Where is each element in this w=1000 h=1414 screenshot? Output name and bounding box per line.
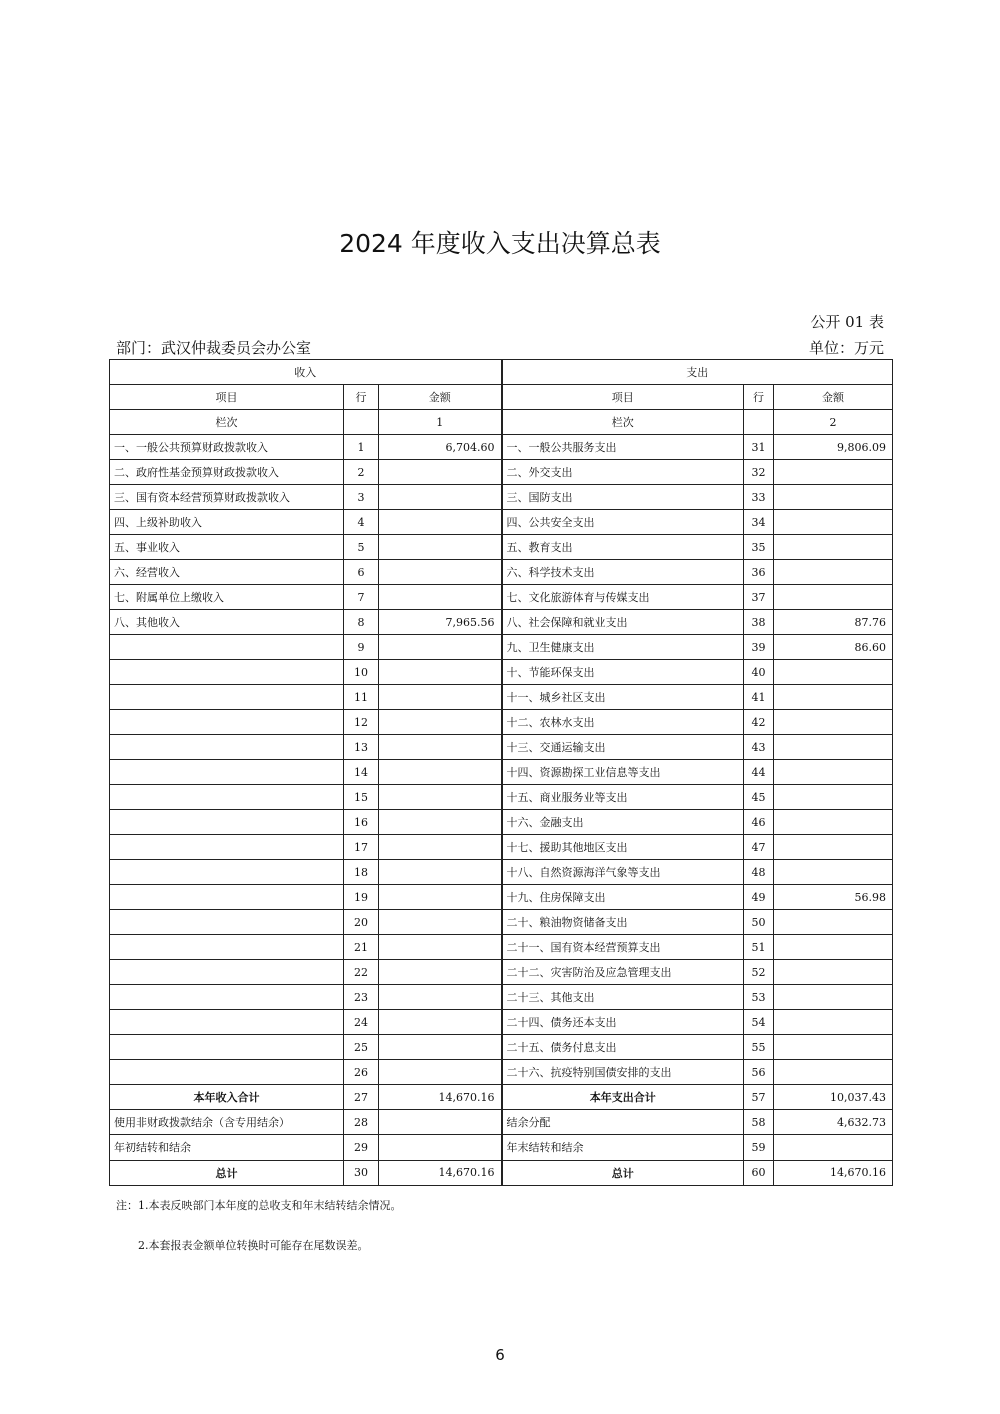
expense-amount (774, 460, 893, 485)
expense-amount: 9,806.09 (774, 435, 893, 460)
income-item (110, 910, 344, 935)
expense-line: 50 (744, 910, 774, 935)
income-amount (379, 885, 502, 910)
table-row (110, 535, 893, 560)
expense-item: 二十、粮油物资储备支出 (502, 910, 744, 935)
income-line: 17 (344, 835, 379, 860)
expense-line: 32 (744, 460, 774, 485)
unit-label: 单位：万元 (808, 339, 884, 357)
expense-line: 44 (744, 760, 774, 785)
income-column-empty (344, 410, 379, 435)
table-row (110, 1035, 893, 1060)
expense-amount (774, 560, 893, 585)
expense-item: 十八、自然资源海洋气象等支出 (502, 860, 744, 885)
income-item: 八、其他收入 (110, 610, 344, 635)
expense-line: 51 (744, 935, 774, 960)
expense-item: 二十五、债务付息支出 (502, 1035, 744, 1060)
income-item: 本年收入合计 (110, 1085, 344, 1110)
income-line: 2 (344, 460, 379, 485)
income-line-header: 行 (344, 385, 379, 410)
expense-line: 47 (744, 835, 774, 860)
expense-line: 36 (744, 560, 774, 585)
income-amount (379, 560, 502, 585)
expense-amount (774, 910, 893, 935)
income-column-label: 栏次 (110, 410, 344, 435)
expense-item: 二十四、债务还本支出 (502, 1010, 744, 1035)
income-line: 1 (344, 435, 379, 460)
income-amount (379, 1010, 502, 1035)
page-number: 6 (495, 1346, 505, 1364)
income-item: 年初结转和结余 (110, 1135, 344, 1160)
table-row (110, 685, 893, 710)
expense-amount: 56.98 (774, 885, 893, 910)
income-line: 28 (344, 1110, 379, 1135)
income-amount (379, 935, 502, 960)
income-item (110, 810, 344, 835)
expense-amount (774, 1010, 893, 1035)
income-amount: 14,670.16 (379, 1160, 502, 1186)
income-amount (379, 710, 502, 735)
income-line: 7 (344, 585, 379, 610)
income-amount (379, 735, 502, 760)
expense-amount: 4,632.73 (774, 1110, 893, 1135)
expense-item: 二十二、灾害防治及应急管理支出 (502, 960, 744, 985)
income-line: 8 (344, 610, 379, 635)
income-line: 22 (344, 960, 379, 985)
income-item: 四、上级补助收入 (110, 510, 344, 535)
expense-line: 34 (744, 510, 774, 535)
income-amount (379, 585, 502, 610)
income-item (110, 960, 344, 985)
expense-item: 总计 (502, 1160, 744, 1186)
expense-line: 55 (744, 1035, 774, 1060)
expense-line: 58 (744, 1110, 774, 1135)
income-line: 13 (344, 735, 379, 760)
expense-item: 六、科学技术支出 (502, 560, 744, 585)
expense-item: 十四、资源勘探工业信息等支出 (502, 760, 744, 785)
expense-item: 结余分配 (502, 1110, 744, 1135)
expense-amount (774, 510, 893, 535)
expense-item: 二十六、抗疫特别国债安排的支出 (502, 1060, 744, 1085)
income-line: 25 (344, 1035, 379, 1060)
table-row (110, 910, 893, 935)
income-item (110, 660, 344, 685)
income-amount (379, 760, 502, 785)
table-row (110, 460, 893, 485)
expense-item: 十二、农林水支出 (502, 710, 744, 735)
department-label: 部门：武汉仲裁委员会办公室 (116, 339, 312, 357)
column-index-row (110, 410, 893, 435)
income-amount (379, 485, 502, 510)
income-line: 16 (344, 810, 379, 835)
income-amount (379, 810, 502, 835)
income-item (110, 710, 344, 735)
income-amount (379, 535, 502, 560)
income-column-number: 1 (379, 410, 502, 435)
table-row (110, 1160, 893, 1186)
table-row (110, 835, 893, 860)
table-row (110, 485, 893, 510)
table-row (110, 660, 893, 685)
expense-item: 十六、金融支出 (502, 810, 744, 835)
expense-line: 39 (744, 635, 774, 660)
income-line: 5 (344, 535, 379, 560)
table-row (110, 1135, 893, 1160)
expense-line: 54 (744, 1010, 774, 1035)
table-row (110, 760, 893, 785)
table-row (110, 435, 893, 460)
expense-item: 二、外交支出 (502, 460, 744, 485)
form-number: 公开 01 表 (810, 313, 884, 331)
table-row (110, 960, 893, 985)
expense-item-header: 项目 (502, 385, 744, 410)
income-line: 23 (344, 985, 379, 1010)
table-row (110, 860, 893, 885)
expense-amount (774, 810, 893, 835)
expense-line: 45 (744, 785, 774, 810)
expense-line: 33 (744, 485, 774, 510)
table-row (110, 510, 893, 535)
expense-item: 七、文化旅游体育与传媒支出 (502, 585, 744, 610)
income-item (110, 735, 344, 760)
income-line: 30 (344, 1160, 379, 1186)
expense-line: 46 (744, 810, 774, 835)
expense-line: 42 (744, 710, 774, 735)
income-item: 六、经营收入 (110, 560, 344, 585)
income-amount (379, 835, 502, 860)
table-row (110, 560, 893, 585)
income-line: 10 (344, 660, 379, 685)
income-item (110, 1060, 344, 1085)
expense-amount (774, 985, 893, 1010)
expense-line: 40 (744, 660, 774, 685)
income-item (110, 935, 344, 960)
income-amount (379, 1110, 502, 1135)
expense-amount (774, 735, 893, 760)
income-header: 收入 (110, 360, 502, 385)
expense-column-empty (744, 410, 774, 435)
table-row (110, 1110, 893, 1135)
income-expense-table (109, 359, 893, 1186)
income-item (110, 685, 344, 710)
table-row (110, 610, 893, 635)
income-item (110, 1010, 344, 1035)
expense-amount (774, 585, 893, 610)
table-row (110, 635, 893, 660)
table-row (110, 1010, 893, 1035)
income-item: 七、附属单位上缴收入 (110, 585, 344, 610)
expense-item: 八、社会保障和就业支出 (502, 610, 744, 635)
expense-amount (774, 710, 893, 735)
expense-amount (774, 785, 893, 810)
income-line: 15 (344, 785, 379, 810)
income-amount (379, 635, 502, 660)
expense-amount (774, 835, 893, 860)
expense-amount (774, 960, 893, 985)
income-line: 11 (344, 685, 379, 710)
table-row (110, 585, 893, 610)
income-amount (379, 1135, 502, 1160)
income-amount (379, 510, 502, 535)
income-line: 19 (344, 885, 379, 910)
expense-amount: 87.76 (774, 610, 893, 635)
income-amount (379, 660, 502, 685)
expense-line: 60 (744, 1160, 774, 1186)
expense-item: 五、教育支出 (502, 535, 744, 560)
table-row (110, 1085, 893, 1110)
expense-amount (774, 860, 893, 885)
expense-amount-header: 金额 (774, 385, 893, 410)
expense-amount: 86.60 (774, 635, 893, 660)
expense-item: 十三、交通运输支出 (502, 735, 744, 760)
expense-line: 31 (744, 435, 774, 460)
income-line: 3 (344, 485, 379, 510)
income-line: 6 (344, 560, 379, 585)
expense-line: 59 (744, 1135, 774, 1160)
expense-amount (774, 1035, 893, 1060)
expense-amount: 10,037.43 (774, 1085, 893, 1110)
page-title: 2024 年度收入支出决算总表 (339, 229, 661, 258)
expense-line: 35 (744, 535, 774, 560)
expense-line: 52 (744, 960, 774, 985)
income-line: 21 (344, 935, 379, 960)
income-item (110, 635, 344, 660)
income-line: 14 (344, 760, 379, 785)
income-amount (379, 1035, 502, 1060)
expense-line: 56 (744, 1060, 774, 1085)
expense-item: 二十三、其他支出 (502, 985, 744, 1010)
income-item (110, 885, 344, 910)
expense-amount (774, 1135, 893, 1160)
table-header-row (110, 360, 893, 385)
expense-line: 43 (744, 735, 774, 760)
income-line: 26 (344, 1060, 379, 1085)
expense-line: 38 (744, 610, 774, 635)
expense-item: 九、卫生健康支出 (502, 635, 744, 660)
income-amount (379, 960, 502, 985)
income-item (110, 860, 344, 885)
income-amount: 6,704.60 (379, 435, 502, 460)
expense-amount (774, 935, 893, 960)
note-1: 注：1.本表反映部门本年度的总收支和年末结转结余情况。 (116, 1199, 402, 1212)
income-item: 总计 (110, 1160, 344, 1186)
income-line: 9 (344, 635, 379, 660)
income-item: 一、一般公共预算财政拨款收入 (110, 435, 344, 460)
expense-item: 十、节能环保支出 (502, 660, 744, 685)
expense-amount (774, 1060, 893, 1085)
column-header-row (110, 385, 893, 410)
income-amount (379, 785, 502, 810)
table-row (110, 735, 893, 760)
expense-item: 十一、城乡社区支出 (502, 685, 744, 710)
income-item (110, 985, 344, 1010)
income-line: 18 (344, 860, 379, 885)
income-line: 12 (344, 710, 379, 735)
expense-line: 41 (744, 685, 774, 710)
income-line: 27 (344, 1085, 379, 1110)
expense-line: 49 (744, 885, 774, 910)
expense-line: 37 (744, 585, 774, 610)
expense-amount (774, 660, 893, 685)
expense-amount (774, 760, 893, 785)
income-item (110, 760, 344, 785)
expense-line-header: 行 (744, 385, 774, 410)
expense-line: 57 (744, 1085, 774, 1110)
income-item: 使用非财政拨款结余（含专用结余） (110, 1110, 344, 1135)
table-row (110, 1060, 893, 1085)
expense-line: 48 (744, 860, 774, 885)
expense-item: 十九、住房保障支出 (502, 885, 744, 910)
income-item: 二、政府性基金预算财政拨款收入 (110, 460, 344, 485)
expense-item: 三、国防支出 (502, 485, 744, 510)
expense-item: 十七、援助其他地区支出 (502, 835, 744, 860)
expense-item: 十五、商业服务业等支出 (502, 785, 744, 810)
income-amount (379, 910, 502, 935)
income-amount (379, 685, 502, 710)
table-row (110, 935, 893, 960)
expense-item: 本年支出合计 (502, 1085, 744, 1110)
table-row (110, 885, 893, 910)
expense-amount: 14,670.16 (774, 1160, 893, 1186)
income-line: 29 (344, 1135, 379, 1160)
income-amount (379, 1060, 502, 1085)
income-amount (379, 860, 502, 885)
expense-column-number: 2 (774, 410, 893, 435)
table-row (110, 810, 893, 835)
income-item (110, 835, 344, 860)
expense-line: 53 (744, 985, 774, 1010)
expense-amount (774, 485, 893, 510)
expense-column-label: 栏次 (502, 410, 744, 435)
expense-header: 支出 (502, 360, 893, 385)
income-item: 五、事业收入 (110, 535, 344, 560)
expense-amount (774, 535, 893, 560)
income-item: 三、国有资本经营预算财政拨款收入 (110, 485, 344, 510)
income-amount: 7,965.56 (379, 610, 502, 635)
income-amount-header: 金额 (379, 385, 502, 410)
expense-item: 一、一般公共服务支出 (502, 435, 744, 460)
note-2: 2.本套报表金额单位转换时可能存在尾数误差。 (138, 1239, 369, 1252)
expense-item: 四、公共安全支出 (502, 510, 744, 535)
income-item (110, 1035, 344, 1060)
income-line: 4 (344, 510, 379, 535)
income-item-header: 项目 (110, 385, 344, 410)
expense-amount (774, 685, 893, 710)
income-line: 20 (344, 910, 379, 935)
table-row (110, 710, 893, 735)
income-amount: 14,670.16 (379, 1085, 502, 1110)
expense-item: 二十一、国有资本经营预算支出 (502, 935, 744, 960)
income-item (110, 785, 344, 810)
expense-item: 年末结转和结余 (502, 1135, 744, 1160)
table-row (110, 785, 893, 810)
income-line: 24 (344, 1010, 379, 1035)
income-amount (379, 985, 502, 1010)
table-row (110, 985, 893, 1010)
income-amount (379, 460, 502, 485)
